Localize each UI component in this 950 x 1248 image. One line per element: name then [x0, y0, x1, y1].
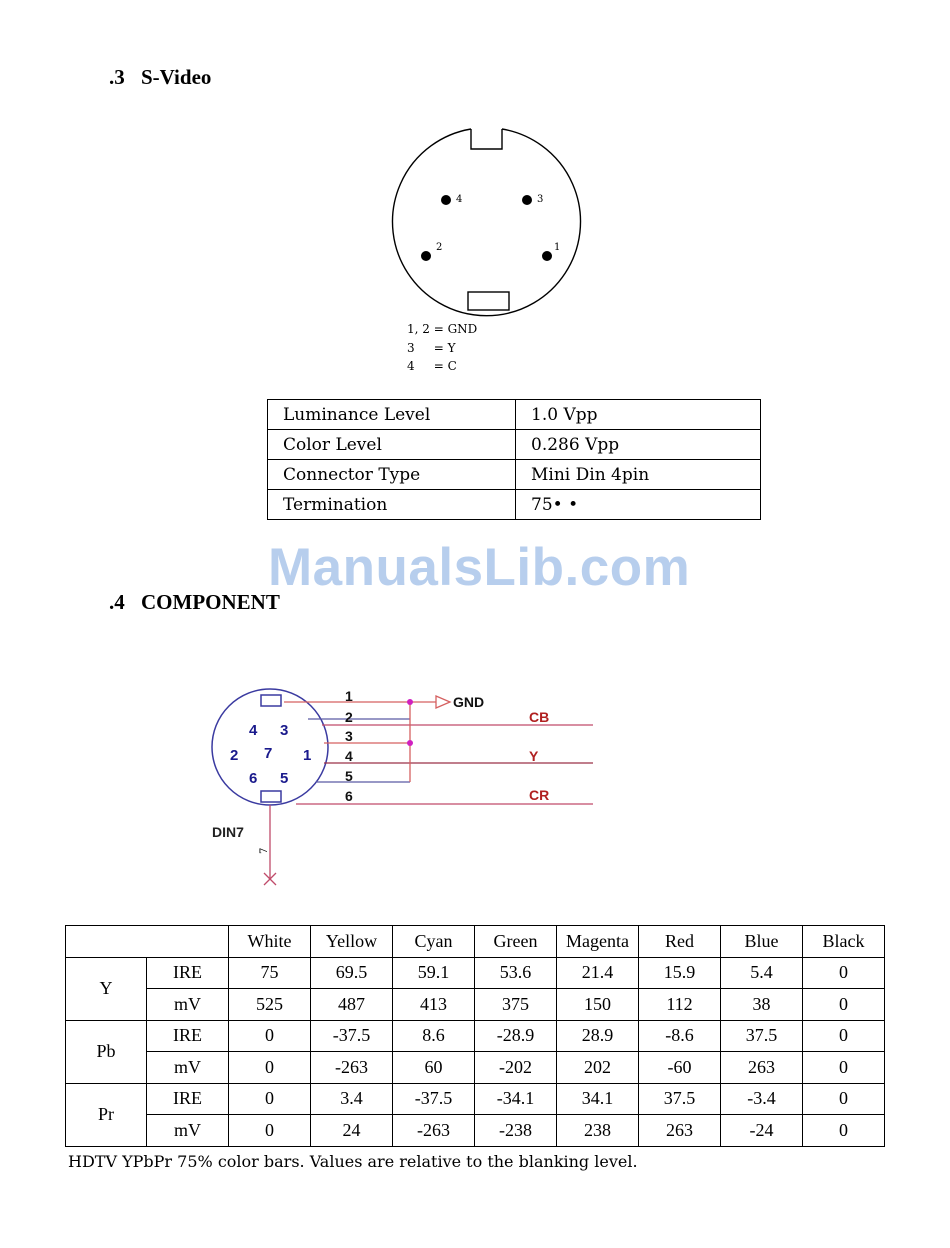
svideo-spec-table — [267, 399, 761, 520]
value-cell: 38 — [721, 989, 803, 1021]
table-caption: HDTV YPbPr 75% color bars. Values are relative to the blanking level. — [68, 1152, 638, 1171]
table-row — [66, 1115, 885, 1147]
value-cell: -34.1 — [475, 1083, 557, 1115]
svideo-pin-4 — [441, 195, 451, 205]
table-row — [268, 400, 761, 430]
din7-bottom-key — [261, 791, 281, 802]
column-header: Black — [803, 926, 885, 958]
spec-value: 75• • — [516, 490, 761, 520]
svideo-pin-4-label: 4 — [456, 194, 463, 205]
wire-number-3: 3 — [345, 728, 353, 744]
spec-label: Luminance Level — [268, 400, 516, 430]
wire-number-4: 4 — [345, 748, 353, 764]
group-label-pb: Pb — [66, 1020, 147, 1083]
din7-pin-4: 4 — [249, 722, 258, 739]
value-cell: -263 — [393, 1115, 475, 1147]
value-cell: 28.9 — [557, 1020, 639, 1052]
svideo-connector-diagram — [380, 118, 600, 328]
value-cell: 150 — [557, 989, 639, 1021]
column-header: Yellow — [311, 926, 393, 958]
unit-cell: IRE — [147, 1083, 229, 1115]
svideo-heading-title: S-Video — [141, 65, 212, 89]
svideo-pin-3 — [522, 195, 532, 205]
value-cell: 0 — [229, 1083, 311, 1115]
gnd-symbol — [436, 696, 450, 708]
unit-cell: mV — [147, 1052, 229, 1084]
column-header: White — [229, 926, 311, 958]
svideo-pin-1-label: 1 — [554, 242, 561, 253]
value-cell: 15.9 — [639, 957, 721, 989]
signal-y-label: Y — [529, 748, 539, 764]
svideo-pin-legend: 1, 2 = GND 3 = Y 4 = C — [407, 322, 478, 373]
table-row — [66, 1083, 885, 1115]
component-color-bar-table — [65, 925, 885, 1147]
value-cell: -263 — [311, 1052, 393, 1084]
value-cell: 487 — [311, 989, 393, 1021]
value-cell: 413 — [393, 989, 475, 1021]
value-cell: 60 — [393, 1052, 475, 1084]
table-row — [66, 1020, 885, 1052]
spec-label: Termination — [268, 490, 516, 520]
value-cell: 5.4 — [721, 957, 803, 989]
value-cell: -28.9 — [475, 1020, 557, 1052]
spec-label: Color Level — [268, 430, 516, 460]
value-cell: 0 — [803, 1052, 885, 1084]
value-cell: 3.4 — [311, 1083, 393, 1115]
component-heading-number: .4 — [109, 590, 125, 614]
value-cell: 375 — [475, 989, 557, 1021]
column-header: Green — [475, 926, 557, 958]
table-row — [268, 460, 761, 490]
svideo-pin-2-label: 2 — [436, 242, 443, 253]
signal-cr-label: CR — [529, 787, 550, 803]
svideo-key-notch — [471, 129, 502, 149]
value-cell: 0 — [229, 1115, 311, 1147]
table-row — [66, 989, 885, 1021]
value-cell: 0 — [803, 957, 885, 989]
value-cell: 8.6 — [393, 1020, 475, 1052]
value-cell: 0 — [803, 1083, 885, 1115]
wire-number-2: 2 — [345, 709, 353, 725]
column-header: Blue — [721, 926, 803, 958]
value-cell: 21.4 — [557, 957, 639, 989]
value-cell: 59.1 — [393, 957, 475, 989]
din7-label: DIN7 — [212, 824, 244, 840]
component-wiring-diagram — [200, 685, 610, 895]
table-row — [66, 957, 885, 989]
svideo-bottom-key — [468, 292, 509, 310]
din7-pin-7: 7 — [264, 745, 273, 762]
svideo-connector-outline — [393, 129, 581, 316]
din7-pin-5: 5 — [280, 770, 289, 787]
value-cell: 525 — [229, 989, 311, 1021]
svideo-heading-number: .3 — [109, 65, 125, 89]
din7-pin-1: 1 — [303, 747, 312, 764]
value-cell: 0 — [803, 989, 885, 1021]
table-corner-cell — [66, 926, 229, 958]
wire-number-1: 1 — [345, 688, 353, 704]
svideo-pin-1 — [542, 251, 552, 261]
unit-cell: mV — [147, 1115, 229, 1147]
value-cell: -8.6 — [639, 1020, 721, 1052]
value-cell: 37.5 — [721, 1020, 803, 1052]
spec-value: 1.0 Vpp — [516, 400, 761, 430]
value-cell: -3.4 — [721, 1083, 803, 1115]
component-heading — [109, 590, 280, 615]
value-cell: 0 — [229, 1052, 311, 1084]
value-cell: -238 — [475, 1115, 557, 1147]
value-cell: -24 — [721, 1115, 803, 1147]
value-cell: 202 — [557, 1052, 639, 1084]
value-cell: -202 — [475, 1052, 557, 1084]
signal-cb-label: CB — [529, 709, 550, 725]
value-cell: 0 — [229, 1020, 311, 1052]
column-header: Cyan — [393, 926, 475, 958]
wire-number-6: 6 — [345, 788, 353, 804]
value-cell: -37.5 — [311, 1020, 393, 1052]
unit-cell: mV — [147, 989, 229, 1021]
table-row — [268, 490, 761, 520]
spec-label: Connector Type — [268, 460, 516, 490]
manualslib-watermark: ManualsLib.com — [268, 538, 691, 597]
unit-cell: IRE — [147, 1020, 229, 1052]
value-cell: 112 — [639, 989, 721, 1021]
group-label-y: Y — [66, 957, 147, 1020]
unit-cell: IRE — [147, 957, 229, 989]
value-cell: 238 — [557, 1115, 639, 1147]
column-header: Red — [639, 926, 721, 958]
spec-value: 0.286 Vpp — [516, 430, 761, 460]
value-cell: 53.6 — [475, 957, 557, 989]
din7-pin-6: 6 — [249, 770, 258, 787]
group-label-pr: Pr — [66, 1083, 147, 1146]
din7-pin-2: 2 — [230, 747, 239, 764]
din7-top-key — [261, 695, 281, 706]
value-cell: 37.5 — [639, 1083, 721, 1115]
table-row — [66, 1052, 885, 1084]
wire-number-5: 5 — [345, 768, 353, 784]
din7-pin-7-lead-label: 7 — [259, 847, 270, 854]
table-row — [268, 430, 761, 460]
value-cell: -37.5 — [393, 1083, 475, 1115]
column-header: Magenta — [557, 926, 639, 958]
value-cell: 34.1 — [557, 1083, 639, 1115]
spec-value: Mini Din 4pin — [516, 460, 761, 490]
svideo-pin-3-label: 3 — [537, 194, 544, 205]
component-heading-title: COMPONENT — [141, 590, 280, 614]
table-header-row — [66, 926, 885, 958]
value-cell: 0 — [803, 1020, 885, 1052]
value-cell: -60 — [639, 1052, 721, 1084]
value-cell: 263 — [721, 1052, 803, 1084]
value-cell: 69.5 — [311, 957, 393, 989]
din7-pin-3: 3 — [280, 722, 289, 739]
value-cell: 0 — [803, 1115, 885, 1147]
svideo-heading — [109, 65, 211, 90]
svideo-pin-2 — [421, 251, 431, 261]
value-cell: 75 — [229, 957, 311, 989]
value-cell: 263 — [639, 1115, 721, 1147]
gnd-label: GND — [453, 694, 485, 710]
value-cell: 24 — [311, 1115, 393, 1147]
